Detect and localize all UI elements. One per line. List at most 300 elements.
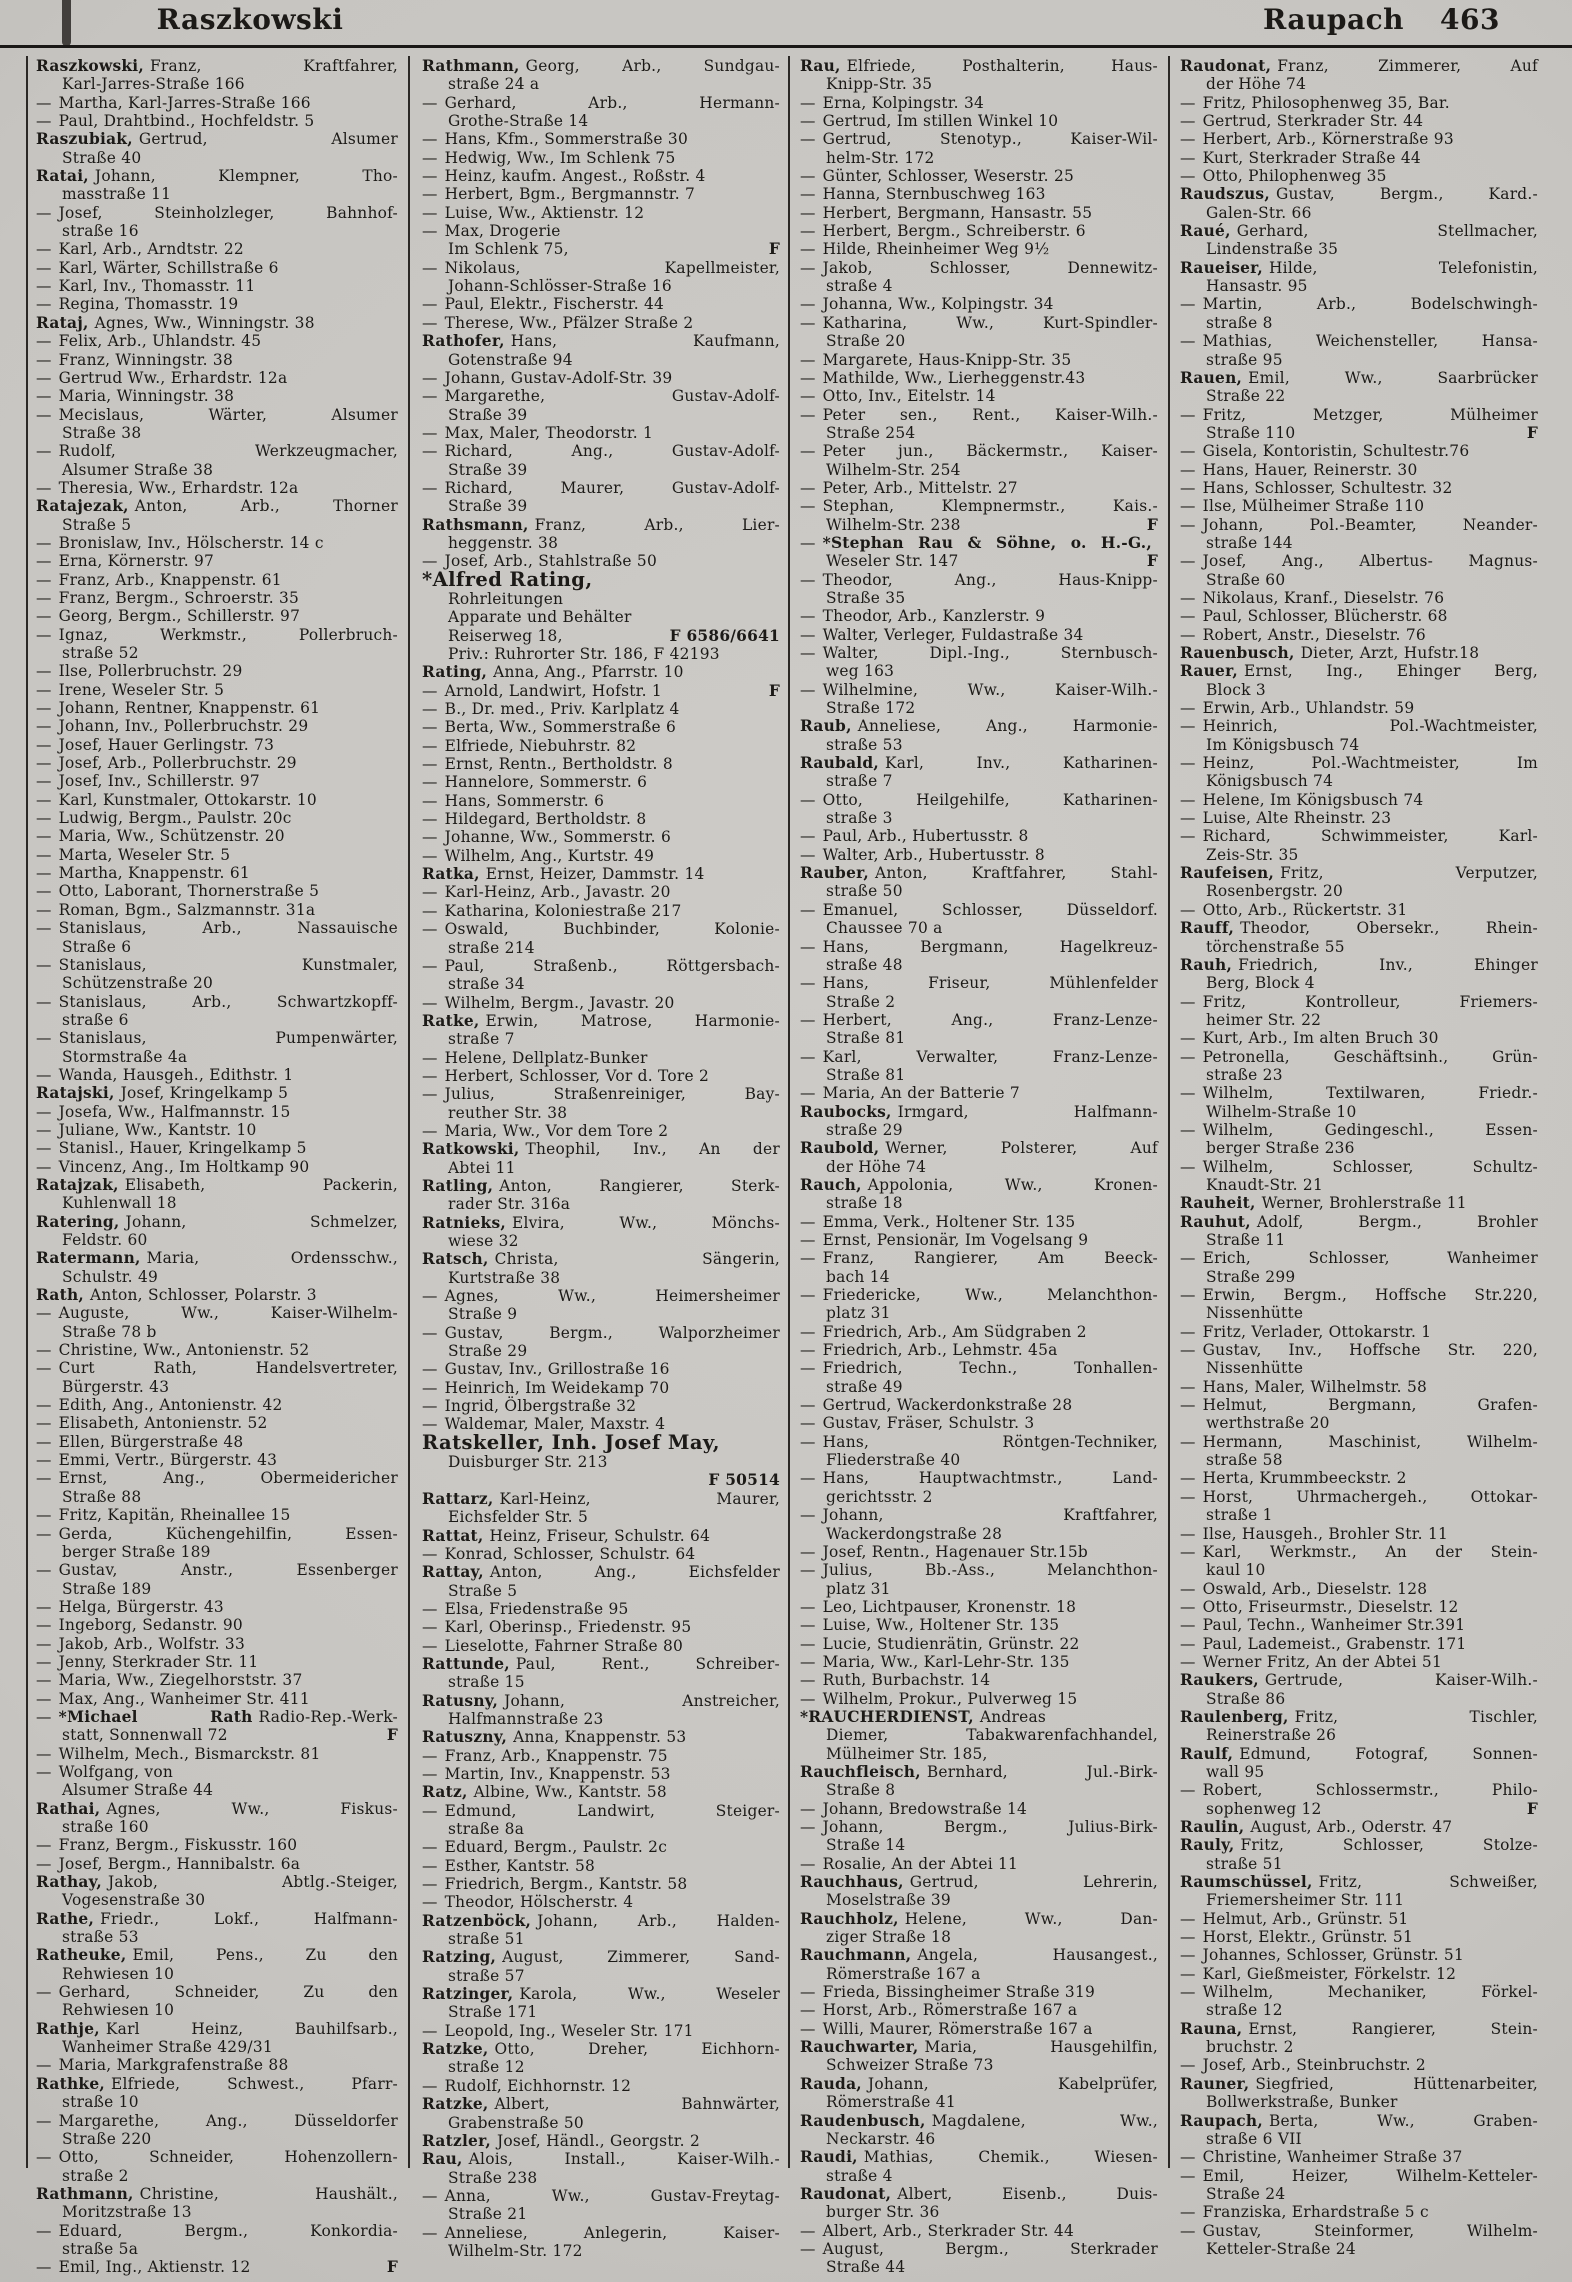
entry-text: Straße 39 [448,460,528,479]
same-surname-dash: — [1180,1946,1196,1965]
entry-text: Christa, Sängerin, [494,1250,780,1269]
entry-text: Gerda, Küchengehilfin, Essen- [58,1524,398,1543]
directory-entry-line [1180,626,1538,644]
surname-bold: Rauchmann, [800,1946,912,1965]
entry-text: Ludwig, Bergm., Paulstr. 20c [58,809,292,828]
same-surname-dash: — [800,240,816,259]
directory-entry-line [36,167,398,185]
entry-continuation-line [1180,240,1538,258]
surname-bold: Raufeisen, [1180,864,1275,883]
entry-text: Max, Maler, Theodorstr. 1 [444,423,654,442]
same-surname-dash: — [36,1139,52,1158]
surname-bold: Rattunde, [422,1654,510,1673]
same-surname-dash: — [800,1799,816,1818]
entry-text: straße 4 [826,2166,893,2185]
directory-entry-line [422,718,780,736]
entry-text: Maria, Ww., Vor dem Tore 2 [444,1121,669,1140]
directory-entry-line [422,2187,780,2205]
directory-entry-line [800,1103,1158,1121]
directory-entry-line [800,387,1158,405]
entry-text: straße 12 [1206,2001,1283,2020]
same-surname-dash: — [36,1065,52,1084]
entry-text: Im Königsbusch 74 [1206,735,1360,754]
entry-text: straße 10 [62,2093,139,2112]
entry-text: Straße 189 [62,1579,152,1598]
surname-bold: Raueiser, [1180,258,1263,277]
directory-entry-line [1180,864,1538,882]
entry-text: Straße 81 [826,1065,906,1084]
header-left-keyword: Raszkowski [156,3,344,36]
entry-text: Wilhelm, Ang., Kurtstr. 49 [444,846,655,865]
same-surname-dash: — [800,2019,816,2038]
entry-text: straße 29 [826,1120,903,1139]
same-surname-dash: — [422,1085,438,1104]
entry-continuation-line [1180,2093,1538,2111]
entry-text: Helmut, Arb., Grünstr. 51 [1202,1909,1409,1928]
same-surname-dash: — [800,442,816,461]
entry-text: Alsumer Straße 38 [62,460,214,479]
entry-continuation-line [800,1745,1158,1763]
directory-entry-line [422,2040,780,2058]
entry-text: Albine, Ww., Kantstr. 58 [473,1783,667,1802]
entry-text: Johann, Gustav-Adolf-Str. 39 [444,368,673,387]
entry-text: Gertrud, Wackerdonkstraße 28 [822,1396,1073,1415]
entry-text: Hilde, Rheinheimer Weg 9½ [822,240,1050,259]
entry-continuation-line [1180,534,1538,552]
directory-entry-line [422,2132,780,2150]
entry-text: berger Straße 236 [1206,1139,1355,1158]
entry-text: Vogesenstraße 30 [62,1891,206,1910]
surname-bold: Rauna, [1180,2019,1243,2038]
entry-text: Lucie, Studienrätin, Grünstr. 22 [822,1634,1080,1653]
entry-continuation-line [36,2203,398,2221]
same-surname-dash: — [1180,1157,1196,1176]
directory-entry-line [422,1637,780,1655]
entry-text: Jakob, Abtlg.-Steiger, [107,1873,398,1892]
directory-entry-line [800,442,1158,460]
entry-text: straße 8 [1206,313,1273,332]
entry-text: wiese 32 [448,1232,519,1250]
entry-text: Wanda, Hausgeh., Edithstr. 1 [58,1065,294,1084]
entry-text: Franz, Winningstr. 38 [58,350,234,369]
entry-continuation-line [36,1965,398,1983]
entry-text: Anton, Ang., Eichsfelder [489,1563,780,1582]
entry-text: Hans, Maler, Wilhelmstr. 58 [1202,1377,1428,1396]
entry-continuation-line [800,736,1158,754]
same-surname-dash: — [422,442,438,461]
entry-continuation-line [1180,681,1538,699]
same-surname-dash: — [1180,1029,1196,1048]
directory-entry-line [422,1692,780,1710]
entry-text: Erwin, Arb., Uhlandstr. 59 [1202,699,1415,718]
entry-continuation-line [800,1158,1158,1176]
surname-bold: Rating, [422,663,488,682]
entry-continuation-line [800,516,1158,534]
entry-continuation-line [800,1580,1158,1598]
entry-continuation-line [1180,1176,1538,1194]
same-surname-dash: — [422,1599,438,1618]
directory-entry-line [36,2075,398,2093]
directory-entry-line [1180,1286,1538,1304]
entry-text: Straße 38 [62,423,142,442]
same-surname-dash: — [422,810,438,829]
directory-entry-line [1180,662,1538,680]
same-surname-dash: — [422,1397,438,1416]
surname-bold: Rau, [422,2150,463,2169]
same-surname-dash: — [1180,1781,1196,1800]
directory-entry-line [1180,185,1538,203]
entry-continuation-line [36,2167,398,2185]
entry-text: masstraße 11 [62,185,172,204]
directory-entry-line [422,442,780,460]
entry-text: Johanna, Ww., Kolpingstr. 34 [822,295,1054,314]
entry-text: Otto, Philophenweg 35 [1202,167,1387,186]
entry-text: Nissenhütte [1206,1304,1304,1323]
entry-text: Diemer, Tabakwarenfachhandel, [826,1726,1158,1745]
directory-entry-line [800,2020,1158,2038]
surname-bold: Rath, [36,1286,85,1305]
same-surname-dash: — [800,1359,816,1378]
same-surname-dash: — [1180,460,1196,479]
entry-text: Anneliese, Anlegerin, Kaiser- [444,2223,780,2242]
entry-text: Ernst, Heizer, Dammstr. 14 [485,865,705,884]
same-surname-dash: — [422,1838,438,1857]
same-surname-dash: — [800,827,816,846]
entry-text: Theresia, Ww., Erhardstr. 12a [58,478,299,497]
entry-text: straße 6 VII [1206,2129,1302,2148]
same-surname-dash: — [800,533,816,552]
same-surname-dash: — [422,2021,438,2040]
same-surname-dash: — [1180,1928,1196,1947]
phone-mark: F 50514 [708,1471,780,1490]
directory-entry-line [36,1561,398,1579]
entry-continuation-line [1180,974,1538,992]
directory-entry-line [422,957,780,975]
directory-entry-line [1180,1469,1538,1487]
directory-entry-line [800,2148,1158,2166]
surname-bold: Rathsmann, [422,515,529,534]
surname-bold: Rattarz, [422,1489,494,1508]
entry-continuation-line [422,406,780,424]
entry-text: Maria, Ww., Karl-Lehr-Str. 135 [822,1652,1070,1671]
same-surname-dash: — [422,736,438,755]
entry-text: Paul, Elektr., Fischerstr. 44 [444,295,665,314]
entry-text: Karl, Kunstmaler, Ottokarstr. 10 [58,790,317,809]
same-surname-dash: — [36,900,52,919]
entry-text: Römerstraße 167 a [826,1964,981,1983]
directory-entry-line [800,607,1158,625]
entry-text: August, Bergm., Sterkrader [822,2239,1158,2258]
entry-continuation-line [422,1269,780,1287]
same-surname-dash: — [1180,1542,1196,1561]
entry-text: Werner, Brohlerstraße 11 [1261,1194,1467,1213]
entry-text: Gertrud Ww., Erhardstr. 12a [58,368,288,387]
surname-bold: Rathe, [36,1909,95,1928]
same-surname-dash: — [36,240,52,259]
entry-continuation-line [36,1543,398,1561]
entry-text: Reiserweg 18, [448,626,563,645]
same-surname-dash: — [800,1322,816,1341]
same-surname-dash: — [422,1764,438,1783]
directory-entry-line [36,2258,398,2276]
same-surname-dash: — [36,864,52,883]
entry-text: Friedr., Lokf., Halfmann- [100,1909,398,1928]
directory-entry-line [36,2020,398,2038]
same-surname-dash: — [36,845,52,864]
directory-entry-line [800,754,1158,772]
entry-text: Rehwiesen 10 [62,2001,175,2020]
entry-text: Lieselotte, Fahrner Straße 80 [444,1636,684,1655]
entry-continuation-line [1180,424,1538,442]
entry-text: Franz, Rangierer, Am Beeck- [822,1249,1158,1268]
same-surname-dash: — [36,1597,52,1616]
entry-text: straße 95 [1206,350,1283,369]
entry-text: Johann, Klempner, Tho- [94,167,398,186]
entry-text: Franz, Arb., Knappenstr. 61 [58,570,282,589]
entry-continuation-line [422,2058,780,2076]
entry-continuation-line [800,1268,1158,1286]
entry-text: Arnold, Landwirt, Hofstr. 1 [444,681,662,700]
entry-continuation-line [36,1891,398,1909]
directory-entry-line [36,1946,398,1964]
same-surname-dash: — [800,1542,816,1561]
directory-entry-line [800,1396,1158,1414]
directory-entry-line [422,663,780,681]
entry-text: straße 53 [826,735,903,754]
same-surname-dash: — [1180,1964,1196,1983]
entry-text: Helmut, Bergmann, Grafen- [1202,1396,1538,1415]
directory-entry-line [1180,497,1538,515]
entry-continuation-line [800,2130,1158,2148]
entry-text: bach 14 [826,1267,890,1286]
entry-text: Berta, Ww., Graben- [1268,2111,1538,2130]
entry-text: Karl Heinz, Bauhilfsarb., [105,2019,398,2038]
surname-bold: Rathofer, [422,332,505,351]
same-surname-dash: — [1180,900,1196,919]
directory-entry-line [1180,1580,1538,1598]
entry-text: Franz, Arb., Knappenstr. 75 [444,1746,668,1765]
directory-entry-line [36,1304,398,1322]
entry-continuation-line [422,2114,780,2132]
surname-bold: Ratz, [422,1783,468,1802]
directory-entry-line [422,130,780,148]
entry-text: straße 52 [62,644,139,662]
directory-entry-line [422,567,780,591]
entry-text: Friedrich, Techn., Tonhallen- [822,1359,1158,1378]
entry-text: Straße 29 [448,1342,528,1361]
same-surname-dash: — [422,148,438,167]
same-surname-dash: — [1180,699,1196,718]
entry-text: straße 15 [448,1673,525,1692]
same-surname-dash: — [422,773,438,792]
entry-text: Wilhelm, Gedingeschl., Essen- [1202,1120,1538,1139]
entry-continuation-line [36,1726,398,1744]
entry-continuation-line [422,1710,780,1728]
entry-text: Karl, Verwalter, Franz-Lenze- [822,1047,1158,1066]
directory-entry-line [422,167,780,185]
entry-text: Gerhard, Arb., Hermann- [444,93,780,112]
directory-entry-line [422,1838,780,1856]
directory-entry-line [36,864,398,882]
directory-entry-line [36,1708,398,1726]
surname-bold: Raudonat, [1180,57,1272,75]
directory-entry-line [800,2222,1158,2240]
directory-entry-line [422,1067,780,1085]
directory-entry-line [36,1103,398,1121]
directory-entry-line [422,883,780,901]
phone-mark: F [386,2258,398,2277]
entry-text: Emil, Ing., Aktienstr. 12 [58,2258,251,2277]
directory-entry-line [36,626,398,644]
entry-continuation-line [36,1268,398,1286]
entry-text: Stanislaus, Pumpenwärter, [58,1029,398,1048]
directory-entry-line [1180,2020,1538,2038]
same-surname-dash: — [422,368,438,387]
same-surname-dash: — [1180,332,1196,351]
same-surname-dash: — [36,405,52,424]
directory-entry-line [1180,57,1538,75]
directory-entry-line [1180,2056,1538,2074]
same-surname-dash: — [36,772,52,791]
entry-text: Josef, Kringelkamp 5 [120,1084,289,1103]
surname-bold: Ratzinger, [422,1985,514,2004]
same-surname-dash: — [36,1469,52,1488]
entry-continuation-line [800,589,1158,607]
entry-text: Bollwerkstraße, Bunker [1206,2093,1398,2112]
entry-text: Hans, Kaufmann, [510,332,780,351]
entry-continuation-line [36,1194,398,1212]
entry-continuation-line [800,1304,1158,1322]
directory-entry-line [36,314,398,332]
directory-entry-line [36,204,398,222]
same-surname-dash: — [1180,1983,1196,2002]
directory-entry-line [1180,1396,1538,1414]
entry-continuation-line [800,1928,1158,1946]
entry-text: Josef, Hauer Gerlingstr. 73 [58,735,275,754]
entry-text: sophenweg 12 [1206,1799,1322,1818]
entry-text: Johann, Bergm., Julius-Birk- [822,1818,1158,1836]
entry-continuation-line [422,1453,780,1471]
entry-continuation-line [36,938,398,956]
directory-entry-line [422,314,780,332]
header-rule [0,45,1572,48]
entry-text: Gustav, Inv., Grillostraße 16 [444,1360,670,1379]
same-surname-dash: — [36,1029,52,1048]
same-surname-dash: — [800,1084,816,1103]
entry-text: Radio-Rep.-Werk- [258,1707,398,1726]
directory-entry-line [1180,1781,1538,1799]
entry-text: Anton, Kraftfahrer, Stahl- [874,864,1158,883]
surname-bold: Ratering, [36,1212,120,1231]
directory-entry-line [1180,1433,1538,1451]
directory-entry-line [1180,607,1538,625]
same-surname-dash: — [1180,478,1196,497]
directory-entry-line [36,919,398,937]
entry-text: Johann, Kraftfahrer, [822,1506,1158,1525]
entry-text: Margarethe, Gustav-Adolf- [444,387,780,406]
directory-entry-line [36,1598,398,1616]
directory-entry-line [1180,1836,1538,1854]
entry-text: Hans, Bergmann, Hagelkreuz- [822,937,1158,956]
directory-entry-line [36,1139,398,1157]
surname-bold: Raudi, [800,2148,858,2167]
surname-bold: Raudenbusch, [800,2111,926,2130]
entry-text: Dieter, Arzt, Hufstr.18 [1300,644,1480,662]
entry-text: Straße 39 [448,497,528,516]
directory-entry-line [36,1910,398,1928]
directory-entry-line [800,1469,1158,1487]
entry-text: Paul, Arb., Hubertusstr. 8 [822,827,1029,846]
entry-text: Herbert, Bergm., Schreiberstr. 6 [822,222,1086,241]
directory-entry-line [422,847,780,865]
entry-continuation-line [1180,1561,1538,1579]
directory-entry-line [800,57,1158,75]
directory-entry-line [36,1873,398,1891]
directory-entry-line [422,259,780,277]
same-surname-dash: — [36,350,52,369]
same-surname-dash: — [1180,2221,1196,2240]
same-surname-dash: — [36,680,52,699]
entry-text: Johann, Rentner, Knappenstr. 61 [58,699,321,718]
entry-text: straße 53 [62,1928,139,1947]
directory-entry-line [422,1250,780,1268]
directory-entry-line [36,1671,398,1689]
entry-text: Nikolaus, Kapellmeister, [444,258,780,277]
same-surname-dash: — [422,93,438,112]
entry-continuation-line [36,75,398,93]
entry-continuation-line [800,1194,1158,1212]
surname-bold: Raumschüssel, [1180,1873,1313,1892]
entry-text: Jakob, Schlosser, Dennewitz- [822,258,1158,277]
entry-text: Johannes, Schlosser, Grünstr. 51 [1202,1946,1464,1965]
entry-text: Josef, Arb., Pollerbruchstr. 29 [58,754,297,773]
phone-mark: F [1526,1799,1538,1818]
surname-bold: Rattay, [422,1563,484,1582]
same-surname-dash: — [800,900,816,919]
entry-text: Elfriede, Schwest., Pfarr- [110,2074,398,2093]
entry-text: Johann, Arb., Halden- [537,1911,780,1930]
same-surname-dash: — [422,185,438,204]
entry-text: Karl, Inv., Thomasstr. 11 [58,277,256,296]
entry-text: Chaussee 70 a [826,919,943,938]
entry-continuation-line [36,644,398,662]
entry-text: Peter, Arb., Mittelstr. 27 [822,478,1018,497]
directory-entry-line [36,791,398,809]
entry-continuation-line [800,956,1158,974]
same-surname-dash: — [36,1836,52,1855]
entry-text: Oswald, Arb., Dieselstr. 128 [1202,1579,1428,1598]
entry-continuation-line [800,1378,1158,1396]
entry-text: Nissenhütte [1206,1359,1304,1378]
entry-text: straße 51 [1206,1854,1283,1873]
directory-entry-line [800,938,1158,956]
entry-text: Grabenstraße 50 [448,2113,584,2132]
entry-text: Paul, Straßenb., Röttgersbach- [444,956,780,975]
entry-text: Roman, Bgm., Salzmannstr. 31a [58,900,316,919]
entry-continuation-line [36,1781,398,1799]
entry-continuation-line [422,1195,780,1213]
directory-entry-line [800,1561,1158,1579]
surname-bold: Ratzke, [422,2095,489,2114]
directory-entry-line [800,314,1158,332]
entry-text: Hans, Hauptwachtmstr., Land- [822,1469,1158,1488]
phone-mark: F [1526,423,1538,442]
entry-text: Josef, Rentn., Hagenauer Str.15b [822,1542,1089,1561]
directory-entry-line [800,112,1158,130]
directory-entry-line [800,240,1158,258]
entry-continuation-line [1180,1011,1538,1029]
entry-continuation-line [422,645,780,663]
